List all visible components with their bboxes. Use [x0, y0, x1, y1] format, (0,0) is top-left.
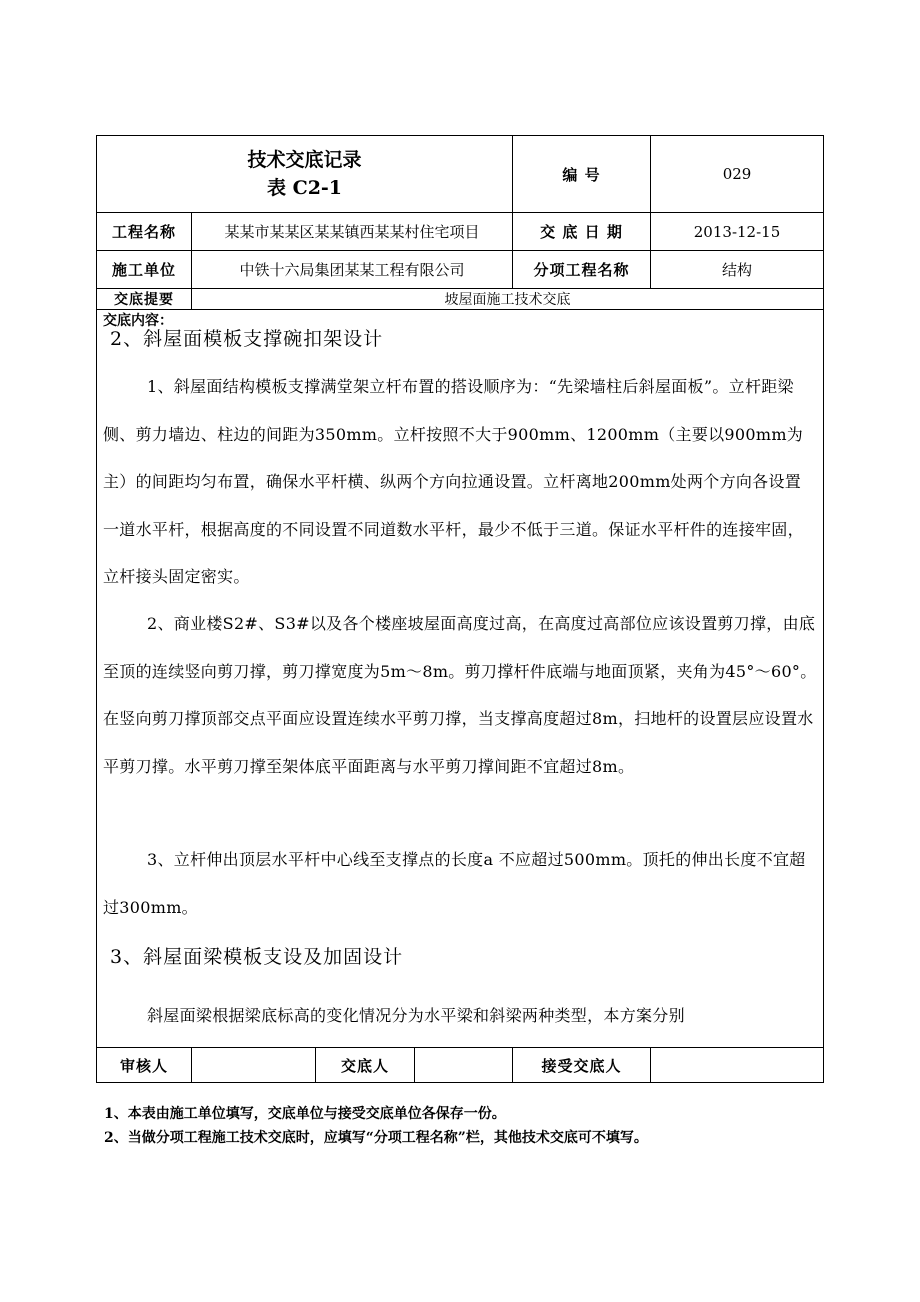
- receiver-label: 接受交底人: [513, 1048, 651, 1083]
- form-title-cell: [97, 136, 513, 213]
- disclosure-form-table: [96, 135, 824, 1083]
- content-label: 交底内容：: [103, 313, 173, 329]
- paragraph-3-text: 3、立杆伸出顶层水平杆中心线至支撑点的长度a 不应超过500mm。顶托的伸出长度不宜超过300mm。: [103, 850, 806, 917]
- date-label: 交 底 日 期: [513, 213, 651, 251]
- discloser-value: [415, 1048, 513, 1083]
- date-value: 2013-12-15: [651, 213, 824, 251]
- paragraph-4: [103, 992, 817, 1040]
- paragraph-4-text: 斜屋面梁根据梁底标高的变化情况分为水平梁和斜梁两种类型，本方案分别: [147, 1006, 685, 1025]
- paragraph-2-text: 2、商业楼S2#、S3#以及各个楼座坡屋面高度过高，在高度过高部位应该设置剪刀撑，由底至顶的连续竖向剪刀撑，剪刀撑宽度为5m～8m。剪刀撑杆件底端与地面顶紧，夹角为45°～60°。在竖向剪刀撑顶部交点平面应设置连续水平剪刀撑，当支撑高度超过8m，扫地杆的设置层应设置水平剪刀撑。水平剪刀撑至架体底平面距离与水平剪刀撑间距不宜超过8m。: [103, 614, 817, 776]
- paragraph-1: [103, 363, 817, 601]
- section-3-heading: 3、斜屋面梁模板支设及加固设计: [110, 946, 404, 968]
- construction-unit-value: 中铁十六局集团某某工程有限公司: [192, 251, 513, 289]
- form-code: 表 C2-1: [266, 177, 343, 199]
- number-label: 编 号: [513, 136, 651, 213]
- receiver-value: [651, 1048, 824, 1083]
- sub-project-value: 结构: [651, 251, 824, 289]
- construction-unit-label: 施工单位: [97, 251, 192, 289]
- note-2: 2、当做分项工程施工技术交底时，应填写“分项工程名称”栏，其他技术交底可不填写。: [104, 1130, 648, 1146]
- form-title: 技术交底记录: [247, 149, 362, 171]
- paragraph-3: [103, 836, 817, 931]
- note-1: 1、本表由施工单位填写，交底单位与接受交底单位各保存一份。: [104, 1106, 506, 1122]
- paragraph-2: [103, 600, 817, 790]
- reviewer-value: [192, 1048, 316, 1083]
- paragraph-1-text: 1、斜屋面结构模板支撑满堂架立杆布置的搭设顺序为：“先梁墙柱后斜屋面板”。立杆距梁侧、剪力墙边、柱边的间距为350mm。立杆按照不大于900mm、1200mm（主要以900mm为主）的间距均匀布置，确保水平杆横、纵两个方向拉通设置。立杆离地200mm处两个方向各设置一道水平杆，根据高度的不同设置不同道数水平杆，最少不低于三道。保证水平杆件的连接牢固，立杆接头固定密实。: [103, 377, 804, 587]
- section-2-heading: 2、斜屋面模板支撑碗扣架设计: [110, 328, 384, 350]
- number-value: 029: [651, 136, 824, 213]
- summary-value: 坡屋面施工技术交底: [192, 289, 824, 310]
- project-name-label: 工程名称: [97, 213, 192, 251]
- project-name-value: 某某市某某区某某镇西某某村住宅项目: [192, 213, 513, 251]
- summary-label: 交底提要: [97, 289, 192, 310]
- content-cell: [97, 310, 824, 1048]
- reviewer-label: 审核人: [97, 1048, 192, 1083]
- discloser-label: 交底人: [316, 1048, 415, 1083]
- sub-project-label: 分项工程名称: [513, 251, 651, 289]
